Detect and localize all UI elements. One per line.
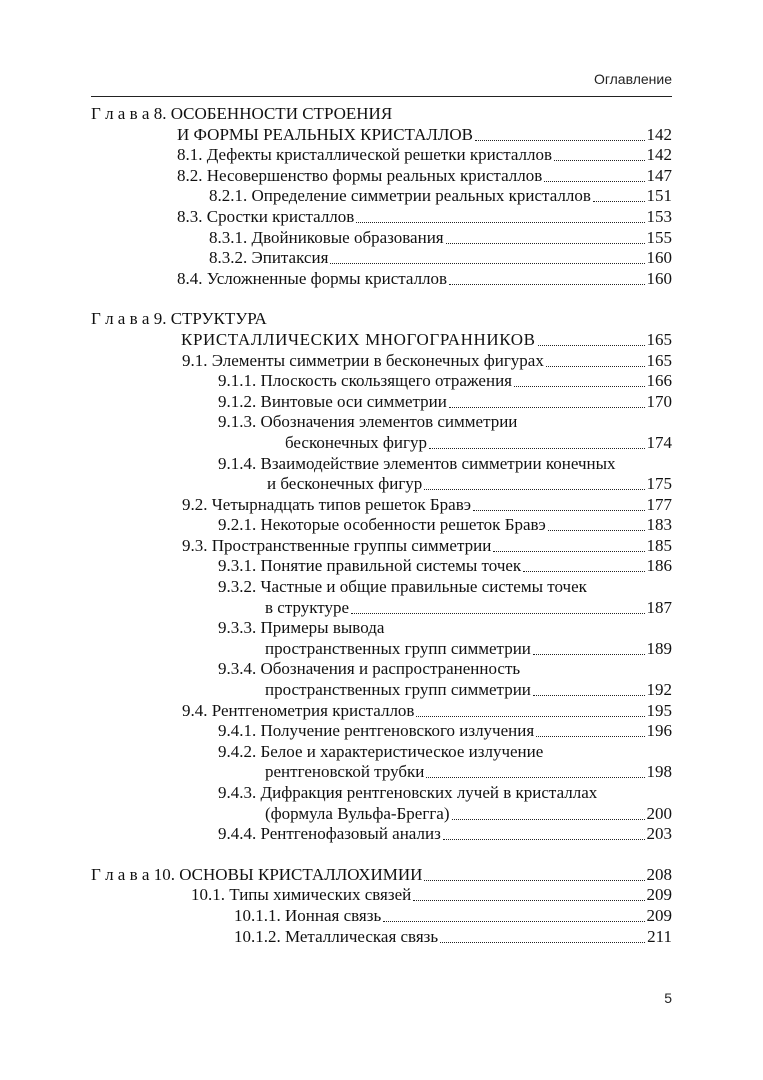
toc-entry[interactable] bbox=[91, 556, 672, 577]
page-ref: 187 bbox=[646, 597, 672, 617]
chapter-label: Г л а в а bbox=[91, 104, 150, 123]
dot-leader bbox=[443, 824, 645, 840]
page-ref: 153 bbox=[646, 206, 672, 226]
page-ref: 142 bbox=[646, 124, 672, 144]
entry-text-cont: пространственных групп симметрии bbox=[265, 680, 531, 700]
page-ref: 174 bbox=[646, 432, 672, 452]
toc-entry-line1[interactable] bbox=[91, 412, 672, 433]
toc-entry-line1[interactable] bbox=[91, 577, 672, 598]
entry-text: 9.4.2. Белое и характеристическое излучение bbox=[218, 741, 544, 761]
page-ref: 165 bbox=[646, 350, 672, 370]
dot-leader bbox=[554, 145, 644, 161]
entry-text: 9.2. Четырнадцать типов решеток Бравэ bbox=[182, 494, 472, 514]
toc-entry[interactable] bbox=[91, 721, 672, 742]
dot-leader bbox=[440, 927, 645, 943]
chapter-title: 10. ОСНОВЫ КРИСТАЛЛОХИМИИ bbox=[153, 864, 423, 884]
page-ref: 160 bbox=[646, 268, 672, 288]
dot-leader bbox=[533, 680, 645, 696]
entry-text: 9.1.3. Обозначения элементов симметрии bbox=[218, 412, 518, 432]
toc-entry-line1[interactable] bbox=[91, 742, 672, 763]
table-of-contents bbox=[91, 104, 672, 947]
toc-entry-line1[interactable] bbox=[91, 659, 672, 680]
chapter-title-cont: И ФОРМЫ РЕАЛЬНЫХ КРИСТАЛЛОВ bbox=[177, 124, 474, 144]
dot-leader bbox=[424, 865, 644, 881]
entry-text: 9.3.3. Примеры вывода bbox=[218, 618, 385, 638]
page-ref: 186 bbox=[646, 556, 672, 576]
page-ref: 183 bbox=[646, 515, 672, 535]
page-ref: 196 bbox=[646, 721, 672, 741]
dot-leader bbox=[429, 433, 645, 449]
entry-text: 9.2.1. Некоторые особенности решеток Бравэ bbox=[218, 515, 546, 535]
entry-text: 8.2. Несовершенство формы реальных кристаллов bbox=[177, 165, 543, 185]
toc-entry[interactable] bbox=[91, 701, 672, 722]
dot-leader bbox=[538, 330, 645, 346]
entry-text: 9.3.1. Понятие правильной системы точек bbox=[218, 556, 522, 576]
entry-text: 9.4.4. Рентгенофазовый анализ bbox=[218, 824, 441, 844]
entry-text-cont: бесконечных фигур bbox=[285, 432, 427, 452]
dot-leader bbox=[356, 207, 644, 223]
dot-leader bbox=[424, 474, 644, 490]
toc-entry-line1[interactable] bbox=[91, 618, 672, 639]
dot-leader bbox=[413, 885, 644, 901]
toc-entry[interactable] bbox=[91, 515, 672, 536]
toc-entry[interactable] bbox=[91, 598, 672, 619]
entry-text: 9.3.4. Обозначения и распространенность bbox=[218, 659, 521, 679]
toc-entry[interactable] bbox=[91, 269, 672, 290]
chapter-title-cont: КРИСТАЛЛИЧЕСКИХ МНОГОГРАННИКОВ bbox=[181, 329, 536, 349]
dot-leader bbox=[416, 701, 644, 717]
entry-text: 8.1. Дефекты кристаллической решетки кристаллов bbox=[177, 145, 553, 165]
page-ref: 177 bbox=[646, 494, 672, 514]
toc-entry[interactable] bbox=[91, 906, 672, 927]
toc-entry[interactable] bbox=[91, 248, 672, 269]
page-ref: 151 bbox=[646, 186, 672, 206]
entry-text-cont: в структуре bbox=[265, 597, 350, 617]
dot-leader bbox=[449, 392, 645, 408]
page-ref: 147 bbox=[646, 165, 672, 185]
entry-text: 8.2.1. Определение симметрии реальных кристаллов bbox=[209, 186, 591, 206]
dot-leader bbox=[452, 804, 645, 820]
page-ref: 160 bbox=[646, 248, 672, 268]
toc-entry[interactable] bbox=[91, 680, 672, 701]
toc-entry[interactable] bbox=[91, 392, 672, 413]
dot-leader bbox=[475, 125, 644, 141]
dot-leader bbox=[548, 515, 645, 531]
dot-leader bbox=[449, 269, 644, 285]
entry-text: 9.1.2. Винтовые оси симметрии bbox=[218, 391, 447, 411]
page-ref: 155 bbox=[646, 227, 672, 247]
dot-leader bbox=[533, 639, 645, 655]
toc-entry[interactable] bbox=[91, 639, 672, 660]
toc-entry[interactable] bbox=[91, 885, 672, 906]
dot-leader bbox=[493, 536, 644, 552]
toc-entry[interactable] bbox=[91, 186, 672, 207]
entry-text: 9.4. Рентгенометрия кристаллов bbox=[182, 700, 415, 720]
chapter-8-heading bbox=[91, 104, 672, 125]
toc-entry[interactable] bbox=[91, 433, 672, 454]
toc-entry[interactable] bbox=[91, 330, 672, 351]
entry-text: 10.1.2. Металлическая связь bbox=[234, 926, 439, 946]
entry-text-cont: рентгеновской трубки bbox=[265, 762, 425, 782]
entry-text-cont: пространственных групп симметрии bbox=[265, 638, 531, 658]
page-ref: 166 bbox=[646, 371, 672, 391]
entry-text: 10.1. Типы химических связей bbox=[191, 885, 412, 905]
dot-leader bbox=[536, 721, 644, 737]
toc-entry[interactable] bbox=[91, 145, 672, 166]
chapter-label: Г л а в а bbox=[91, 309, 150, 329]
dot-leader bbox=[330, 248, 644, 264]
entry-text: 9.1.1. Плоскость скользящего отражения bbox=[218, 371, 512, 391]
entry-text: 9.4.3. Дифракция рентгеновских лучей в кристаллах bbox=[218, 783, 598, 802]
entry-text-cont: и бесконечных фигур bbox=[267, 474, 423, 494]
toc-entry[interactable] bbox=[91, 371, 672, 392]
dot-leader bbox=[523, 556, 644, 572]
toc-entry[interactable] bbox=[91, 927, 672, 948]
dot-leader bbox=[426, 762, 644, 778]
entry-text: 9.3. Пространственные группы симметрии bbox=[182, 535, 492, 555]
toc-entry[interactable] bbox=[91, 804, 672, 825]
toc-entry[interactable] bbox=[91, 125, 672, 146]
toc-entry[interactable] bbox=[91, 474, 672, 495]
dot-leader bbox=[351, 598, 644, 614]
entry-text: 10.1.1. Ионная связь bbox=[234, 905, 382, 925]
chapter-heading-text bbox=[91, 865, 422, 886]
page-ref: 142 bbox=[646, 145, 672, 165]
page-ref: 208 bbox=[646, 864, 672, 884]
entry-text: 9.3.2. Частные и общие правильные системы точек bbox=[218, 577, 587, 597]
page-ref: 211 bbox=[647, 926, 672, 946]
page-ref: 175 bbox=[646, 474, 672, 494]
dot-leader bbox=[546, 351, 645, 367]
page-ref: 198 bbox=[646, 762, 672, 782]
dot-leader bbox=[514, 371, 645, 387]
chapter-title: 8. ОСОБЕННОСТИ СТРОЕНИЯ bbox=[153, 104, 393, 123]
header-rule bbox=[91, 96, 672, 97]
page-ref: 165 bbox=[646, 329, 672, 349]
entry-text: 8.3.1. Двойниковые образования bbox=[209, 227, 444, 247]
dot-leader bbox=[473, 495, 644, 511]
entry-text: 8.3.2. Эпитаксия bbox=[209, 248, 329, 268]
toc-entry[interactable] bbox=[91, 536, 672, 557]
toc-entry-line1[interactable] bbox=[91, 783, 672, 804]
toc-entry[interactable] bbox=[91, 495, 672, 516]
toc-entry[interactable] bbox=[91, 228, 672, 249]
page-ref: 203 bbox=[646, 824, 672, 844]
running-header: Оглавление bbox=[593, 71, 672, 87]
toc-entry[interactable] bbox=[91, 824, 672, 845]
toc-entry[interactable] bbox=[91, 351, 672, 372]
chapter-label: Г л а в а bbox=[91, 864, 150, 884]
entry-text: 8.4. Усложненные формы кристаллов bbox=[177, 268, 448, 288]
page-ref: 185 bbox=[646, 535, 672, 555]
page-number: 5 bbox=[664, 990, 672, 1006]
entry-text: 9.4.1. Получение рентгеновского излучения bbox=[218, 721, 535, 741]
dot-leader bbox=[383, 906, 644, 922]
chapter-9-heading bbox=[91, 309, 672, 330]
page-ref: 200 bbox=[646, 803, 672, 823]
page-ref: 209 bbox=[646, 905, 672, 925]
chapter-10-heading[interactable] bbox=[91, 865, 672, 886]
dot-leader bbox=[446, 228, 645, 244]
page-ref: 189 bbox=[646, 638, 672, 658]
page-ref: 170 bbox=[646, 391, 672, 411]
chapter-title: 9. СТРУКТУРА bbox=[153, 309, 267, 329]
entry-text: 8.3. Сростки кристаллов bbox=[177, 206, 355, 226]
entry-text-cont: (формула Вульфа-Брегга) bbox=[265, 803, 450, 823]
dot-leader bbox=[544, 166, 644, 182]
page-ref: 192 bbox=[646, 680, 672, 700]
entry-text: 9.1.4. Взаимодействие элементов симметрии конечных bbox=[218, 453, 616, 473]
entry-text: 9.1. Элементы симметрии в бесконечных фигурах bbox=[182, 350, 544, 370]
dot-leader bbox=[593, 186, 645, 202]
page-ref: 209 bbox=[646, 885, 672, 905]
toc-entry-line1[interactable] bbox=[91, 454, 672, 475]
toc-entry[interactable] bbox=[91, 207, 672, 228]
toc-entry[interactable] bbox=[91, 762, 672, 783]
toc-entry[interactable] bbox=[91, 166, 672, 187]
page-ref: 195 bbox=[646, 700, 672, 720]
